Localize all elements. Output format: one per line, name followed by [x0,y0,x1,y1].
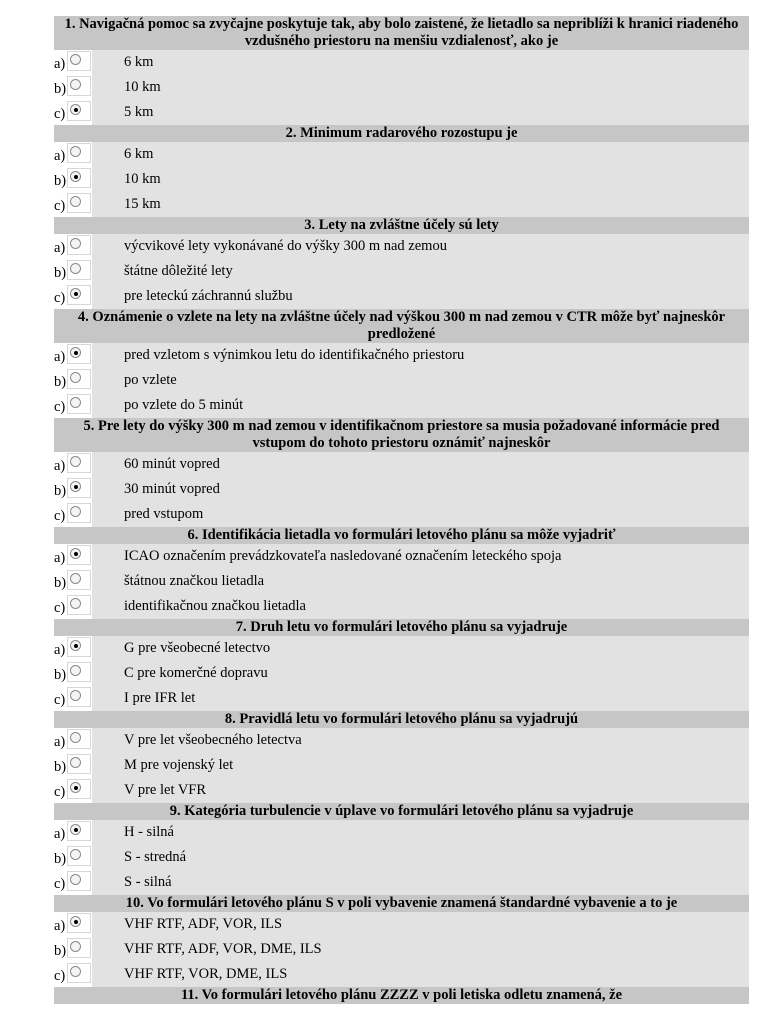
answer-option[interactable] [54,284,749,309]
option-text: V pre let VFR [124,782,207,798]
radio-button[interactable] [70,874,81,885]
radio-cell [67,662,91,682]
question-8 [54,711,749,803]
radio-button[interactable] [70,548,81,559]
radio-cell [67,168,91,188]
answer-option[interactable] [54,393,749,418]
option-letter: a) [54,56,66,72]
answer-option[interactable] [54,343,749,368]
option-letter: b) [54,943,67,959]
answer-option[interactable] [54,192,749,217]
radio-button[interactable] [70,782,81,793]
question-title: 11. Vo formulári letového plánu ZZZZ v poli letiska odletu znamená, že [54,987,749,1004]
radio-button[interactable] [70,506,81,517]
answer-option[interactable] [54,594,749,619]
radio-button[interactable] [70,849,81,860]
radio-button[interactable] [70,79,81,90]
radio-button[interactable] [70,966,81,977]
option-cell [92,142,749,167]
radio-button[interactable] [70,347,81,358]
option-cell [92,594,749,619]
option-text: S - silná [124,874,172,890]
option-text: 60 minút vopred [124,456,220,472]
radio-cell [67,101,91,121]
answer-option[interactable] [54,544,749,569]
option-letter: c) [54,399,66,415]
radio-cell [67,963,91,983]
option-text: výcvikové lety vykonávané do výšky 300 m nad zemou [124,238,447,254]
radio-button[interactable] [70,196,81,207]
option-cell [92,661,749,686]
option-letter: b) [54,575,67,591]
option-cell [92,728,749,753]
radio-cell [67,779,91,799]
radio-cell [67,76,91,96]
option-letter: a) [54,918,66,934]
radio-button[interactable] [70,263,81,274]
radio-cell [67,871,91,891]
radio-cell [67,913,91,933]
option-cell [92,234,749,259]
option-text: H - silná [124,824,174,840]
option-letter: c) [54,600,66,616]
option-cell [92,820,749,845]
answer-option[interactable] [54,870,749,895]
question-title: 3. Lety na zvláštne účely sú lety [54,217,749,234]
question-4 [54,309,749,418]
option-letter: a) [54,240,66,256]
option-text: 6 km [124,54,154,70]
answer-option[interactable] [54,259,749,284]
question-title: 6. Identifikácia lietadla vo formulári letového plánu sa môže vyjadriť [54,527,749,544]
option-text: VHF RTF, ADF, VOR, ILS [124,916,283,932]
option-text: identifikačnou značkou lietadla [124,598,306,614]
option-text: M pre vojenský let [124,757,234,773]
option-cell [92,477,749,502]
option-text: štátnou značkou lietadla [124,573,265,589]
radio-cell [67,821,91,841]
option-text: V pre let všeobecného letectva [124,732,302,748]
option-cell [92,259,749,284]
option-letter: c) [54,784,66,800]
option-cell [92,544,749,569]
answer-option[interactable] [54,686,749,711]
option-cell [92,100,749,125]
option-text: po vzlete do 5 minút [124,397,244,413]
option-letter: c) [54,508,66,524]
option-cell [92,912,749,937]
radio-button[interactable] [70,941,81,952]
radio-button[interactable] [70,916,81,927]
radio-cell [67,570,91,590]
radio-cell [67,637,91,657]
option-cell [92,284,749,309]
radio-button[interactable] [70,732,81,743]
option-text: pre leteckú záchrannú službu [124,288,293,304]
option-letter: a) [54,458,66,474]
radio-cell [67,687,91,707]
answer-option[interactable] [54,753,749,778]
option-cell [92,368,749,393]
question-7 [54,619,749,711]
radio-button[interactable] [70,104,81,115]
question-title: 2. Minimum radarového rozostupu je [54,125,749,142]
radio-cell [67,143,91,163]
option-cell [92,569,749,594]
option-cell [92,686,749,711]
option-text: 30 minút vopred [124,481,220,497]
option-cell [92,636,749,661]
radio-button[interactable] [70,372,81,383]
option-text: štátne dôležité lety [124,263,233,279]
radio-button[interactable] [70,665,81,676]
option-letter: c) [54,198,66,214]
radio-cell [67,285,91,305]
option-text: VHF RTF, ADF, VOR, DME, ILS [124,941,322,957]
question-10 [54,895,749,987]
option-letter: b) [54,851,67,867]
option-letter: b) [54,173,67,189]
question-5 [54,418,749,527]
radio-button[interactable] [70,397,81,408]
option-letter: b) [54,81,67,97]
option-letter: a) [54,349,66,365]
option-cell [92,343,749,368]
question-2 [54,125,749,217]
radio-cell [67,938,91,958]
option-letter: b) [54,759,67,775]
radio-button[interactable] [70,640,81,651]
answer-option[interactable] [54,167,749,192]
question-6 [54,527,749,619]
radio-cell [67,503,91,523]
answer-option[interactable] [54,502,749,527]
option-cell [92,50,749,75]
radio-button[interactable] [70,238,81,249]
option-cell [92,845,749,870]
question-title: 4. Oznámenie o vzlete na lety na zvláštne účely nad výškou 300 m nad zemou v CTR môže byť najneskôr predložené [54,309,749,343]
option-text: pred vstupom [124,506,204,522]
radio-button[interactable] [70,171,81,182]
radio-cell [67,235,91,255]
question-title: 1. Navigačná pomoc sa zvyčajne poskytuje tak, aby bolo zaistené, že lietadlo sa nepriblíži k hranici riadeného vzdušného priestoru na menšiu vzdialenosť, ako je [54,16,749,50]
radio-cell [67,729,91,749]
answer-option[interactable] [54,661,749,686]
option-letter: c) [54,968,66,984]
question-title: 10. Vo formulári letového plánu S v poli vybavenie znamená štandardné vybavenie a to je [54,895,749,912]
option-cell [92,778,749,803]
question-title: 8. Pravidlá letu vo formulári letového plánu sa vyjadrujú [54,711,749,728]
option-text: po vzlete [124,372,177,388]
option-letter: c) [54,692,66,708]
radio-button[interactable] [70,757,81,768]
option-letter: b) [54,374,67,390]
option-text: VHF RTF, VOR, DME, ILS [124,966,288,982]
answer-option[interactable] [54,75,749,100]
question-title: 5. Pre lety do výšky 300 m nad zemou v identifikačnom priestore sa musia požadované informácie pred vstupom do tohoto priestoru oznámiť najneskôr [54,418,749,452]
option-text: C pre komerčné dopravu [124,665,268,681]
answer-option[interactable] [54,368,749,393]
answer-option[interactable] [54,728,749,753]
radio-cell [67,369,91,389]
radio-button[interactable] [70,573,81,584]
radio-button[interactable] [70,456,81,467]
answer-option[interactable] [54,845,749,870]
radio-cell [67,754,91,774]
option-text: S - stredná [124,849,187,865]
option-letter: a) [54,734,66,750]
option-text: 15 km [124,196,161,212]
answer-option[interactable] [54,477,749,502]
option-letter: a) [54,148,66,164]
radio-button[interactable] [70,690,81,701]
option-text: ICAO označením prevádzkovateľa nasledované označením leteckého spoja [124,548,562,564]
radio-cell [67,51,91,71]
option-cell [92,753,749,778]
question-9 [54,803,749,895]
option-cell [92,962,749,987]
radio-cell [67,478,91,498]
option-cell [92,502,749,527]
radio-button[interactable] [70,481,81,492]
option-letter: c) [54,290,66,306]
radio-cell [67,453,91,473]
quiz-table [54,16,749,1004]
question-title: 7. Druh letu vo formulári letového plánu sa vyjadruje [54,619,749,636]
option-letter: b) [54,667,67,683]
option-letter: a) [54,642,66,658]
option-text: pred vzletom s výnimkou letu do identifikačného priestoru [124,347,465,363]
radio-cell [67,595,91,615]
option-letter: b) [54,265,67,281]
option-letter: b) [54,483,67,499]
option-text: I pre IFR let [124,690,196,706]
option-cell [92,870,749,895]
answer-option[interactable] [54,569,749,594]
option-letter: c) [54,106,66,122]
option-letter: a) [54,550,66,566]
option-text: 10 km [124,171,161,187]
option-text: 5 km [124,104,154,120]
answer-option[interactable] [54,962,749,987]
radio-button[interactable] [70,288,81,299]
radio-cell [67,344,91,364]
question-11 [54,987,749,1004]
answer-option[interactable] [54,452,749,477]
question-1 [54,16,749,125]
option-letter: a) [54,826,66,842]
option-cell [92,452,749,477]
radio-button[interactable] [70,146,81,157]
question-3 [54,217,749,309]
radio-button[interactable] [70,824,81,835]
question-title: 9. Kategória turbulencie v úplave vo formulári letového plánu sa vyjadruje [54,803,749,820]
answer-option[interactable] [54,100,749,125]
radio-button[interactable] [70,54,81,65]
answer-option[interactable] [54,912,749,937]
answer-option[interactable] [54,636,749,661]
answer-option[interactable] [54,778,749,803]
radio-cell [67,545,91,565]
option-cell [92,393,749,418]
radio-cell [67,846,91,866]
radio-cell [67,260,91,280]
option-cell [92,192,749,217]
option-cell [92,75,749,100]
option-text: G pre všeobecné letectvo [124,640,271,656]
answer-option[interactable] [54,937,749,962]
answer-option[interactable] [54,820,749,845]
option-text: 6 km [124,146,154,162]
radio-button[interactable] [70,598,81,609]
option-cell [92,937,749,962]
option-cell [92,167,749,192]
option-letter: c) [54,876,66,892]
answer-option[interactable] [54,50,749,75]
answer-option[interactable] [54,142,749,167]
answer-option[interactable] [54,234,749,259]
option-text: 10 km [124,79,161,95]
radio-cell [67,193,91,213]
radio-cell [67,394,91,414]
